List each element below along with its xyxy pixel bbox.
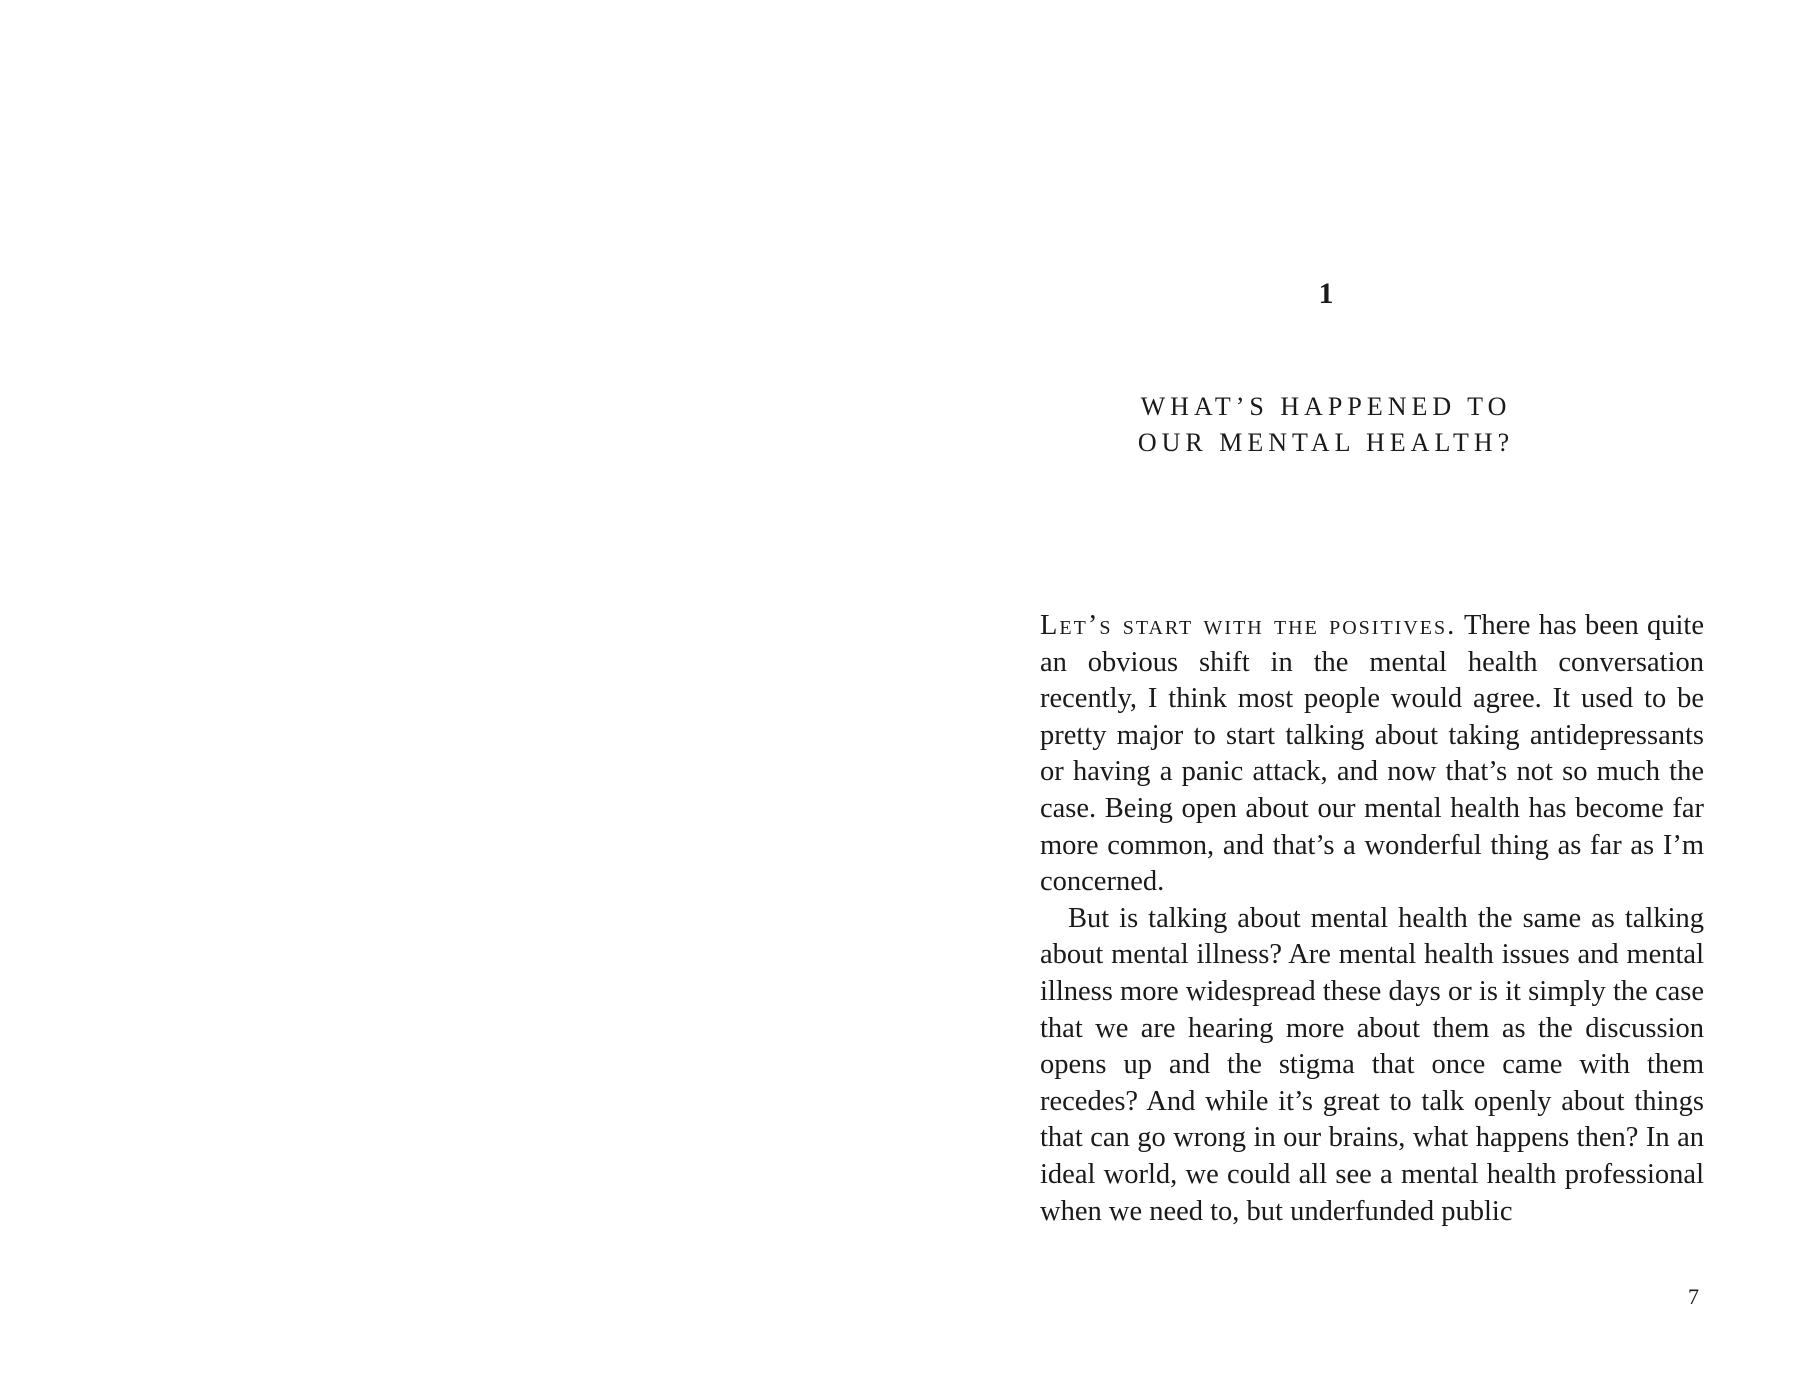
left-page-blank [0,0,903,1395]
paragraph-1-text: There has been quite an obvious shift in the mental health conversation recently, I think most people would agree. It used to be pretty major to start talking about taking antidepressants or having a panic attack, and now that’s not so much the case. Being open about our mental health has become far more common, and that’s a wonderful thing as far as I’m concerned. [1040,610,1704,898]
paragraph-2: But is talking about mental health the same as talking about mental illness? Are mental health issues and mental illness more widespread these days or is it simply the case that we are hearing more about them as the discussion opens up and the stigma that once came with them recedes? And while it’s great to talk openly about things that can go wrong in our brains, what happens then? In an ideal world, we could all see a mental health professional when we need to, but underfunded public [1040,902,1704,1227]
chapter-title-line-2: OUR MENTAL HEALTH? [1137,428,1515,457]
chapter-title-line-1: WHAT’S HAPPENED TO [1140,392,1512,421]
body-text [1040,608,1704,1230]
chapter-number: 1 [1318,277,1334,310]
lead-in-small-caps: Let’s start with the positives. [1040,610,1457,641]
chapter-title [1066,389,1586,461]
page-number: 7 [1688,1284,1699,1309]
paragraph-1 [1040,608,1704,901]
